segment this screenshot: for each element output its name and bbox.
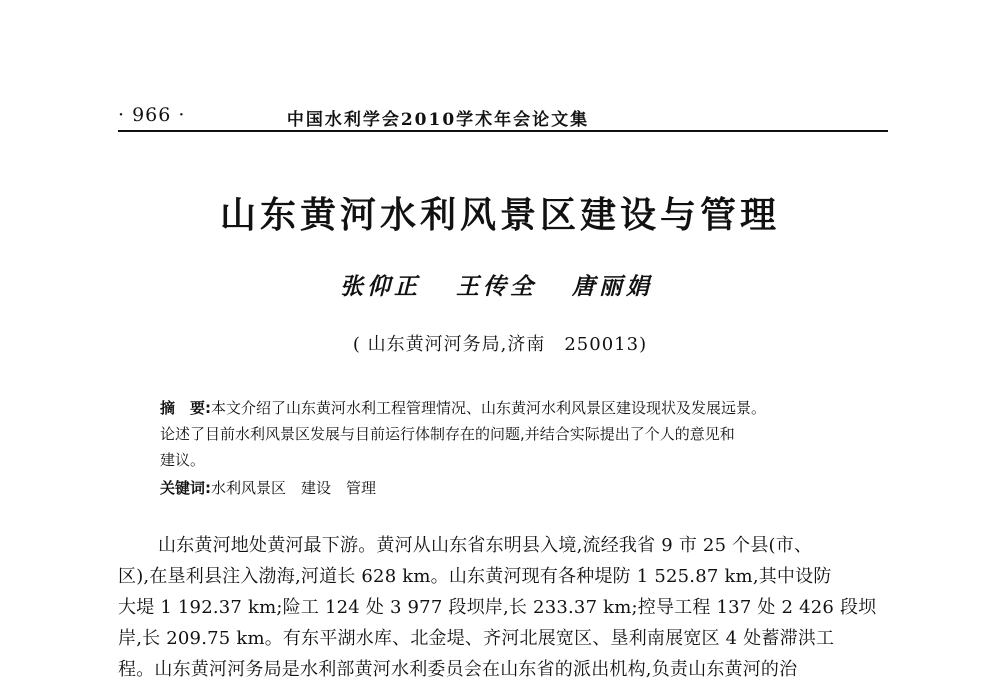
abstract-label: 摘 要: xyxy=(160,399,211,417)
author-list xyxy=(340,268,740,298)
abstract-text: 本文介绍了山东黄河水利工程管理情况、山东黄河水利风景区建设现状及发展远景。 xyxy=(211,399,767,417)
page-number: · 966 · xyxy=(118,104,186,126)
body-line: 大堤 1 192.37 km;险工 124 处 3 977 段坝岸,长 233.37 km;控导工程 137 处 2 426 段坝 xyxy=(118,597,877,618)
journal-title: 中国水利学会2010学术年会论文集 xyxy=(286,110,590,130)
article-title: 山东黄河水利风景区建设与管理 xyxy=(219,195,780,236)
body-line: 程。山东黄河河务局是水利部黄河水利委员会在山东省的派出机构,负责山东黄河的治 xyxy=(118,659,798,680)
body-line: 山东黄河地处黄河最下游。黄河从山东省东明县入境,流经我省 9 市 25 个县(市、 xyxy=(158,535,813,556)
author-affiliation: ( 山东黄河河务局,济南 250013) xyxy=(352,334,648,355)
running-head xyxy=(118,102,888,130)
body-line: 区),在垦利县注入渤海,河道长 628 km。山东黄河现有各种堤防 1 525.87 km,其中设防 xyxy=(118,566,832,587)
author-name: 张仰正 xyxy=(340,274,421,300)
abstract-line: 建议。 xyxy=(160,451,206,469)
keywords-label: 关键词: xyxy=(160,479,211,497)
keywords-text: 水利风景区 建设 管理 xyxy=(211,479,377,497)
abstract-line: 论述了目前水利风景区发展与目前运行体制存在的问题,并结合实际提出了个人的意见和 xyxy=(160,425,735,443)
abstract-block xyxy=(160,395,880,501)
author-name: 唐丽娟 xyxy=(572,274,653,300)
author-name: 王传全 xyxy=(456,274,537,300)
header-rule xyxy=(118,130,888,132)
body-text xyxy=(118,530,898,685)
body-line: 岸,长 209.75 km。有东平湖水库、北金堤、齐河北展宽区、垦利南展宽区 4 处蓄滞洪工 xyxy=(118,628,835,649)
abstract-line xyxy=(160,395,880,421)
keywords-line xyxy=(160,475,880,501)
